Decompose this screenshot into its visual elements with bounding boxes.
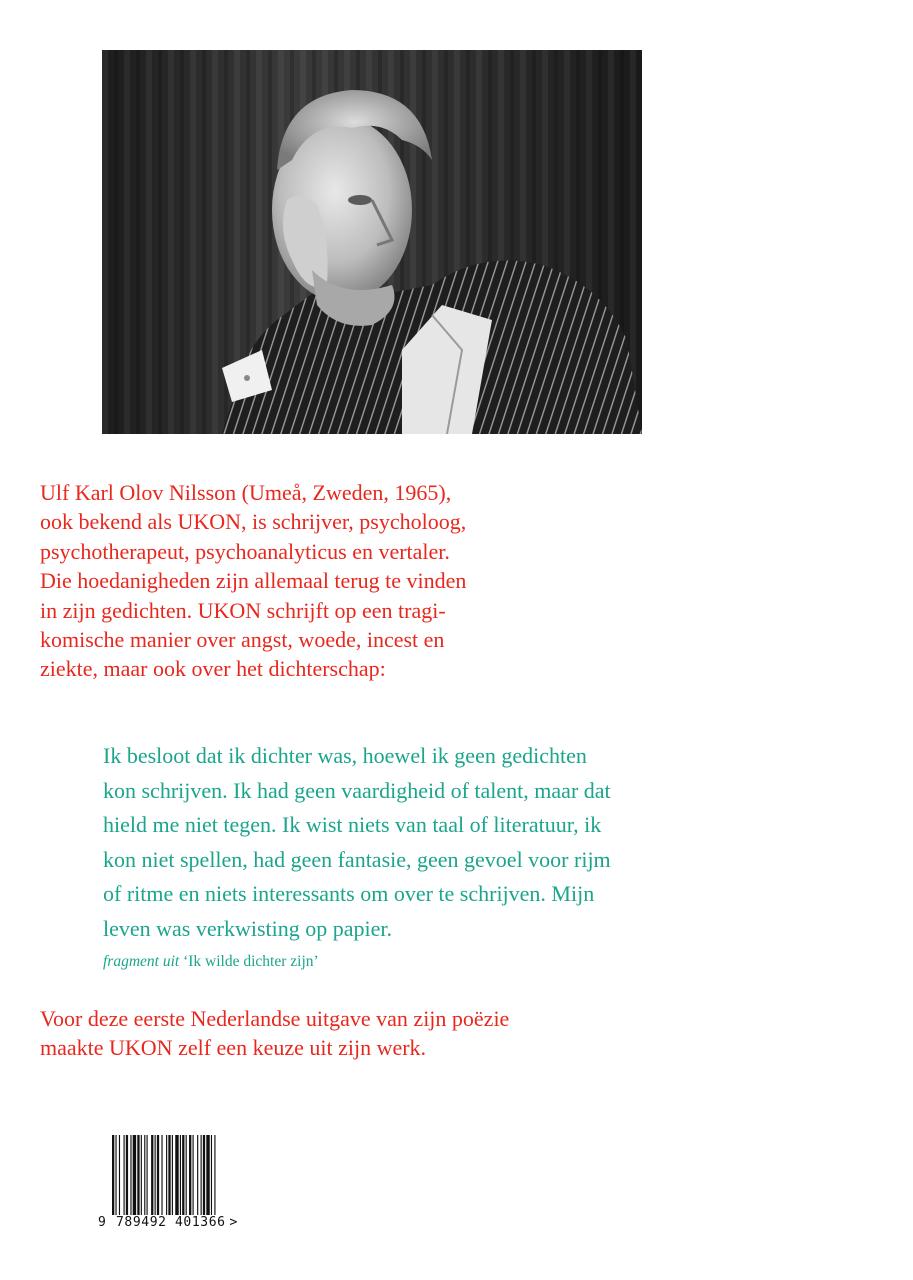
barcode-bar xyxy=(180,1135,181,1215)
excerpt-line: leven was verkwisting op papier. xyxy=(103,915,392,941)
source-title: ‘Ik wilde dichter zijn’ xyxy=(183,953,319,970)
author-photo xyxy=(102,50,642,434)
barcode-bar xyxy=(182,1135,184,1215)
excerpt-line: of ritme en niets interessants om over te schrijven. Mijn xyxy=(103,881,595,907)
barcode-bar xyxy=(211,1135,212,1215)
bio-line: ziekte, maar ook over het dichterschap: xyxy=(40,656,386,682)
isbn-number xyxy=(98,1212,280,1232)
barcode-bar xyxy=(124,1135,125,1215)
excerpt-line: kon niet spellen, had geen fantasie, geen gevoel voor rijm xyxy=(103,846,611,872)
barcode-bar xyxy=(119,1135,120,1215)
barcode-bar xyxy=(137,1135,139,1215)
excerpt-source xyxy=(103,952,319,972)
barcode-bar xyxy=(193,1135,194,1215)
source-prefix: fragment uit xyxy=(103,953,180,970)
barcode-bar xyxy=(141,1135,142,1215)
barcode-bar xyxy=(168,1135,170,1215)
barcode-bar xyxy=(189,1135,191,1215)
isbn-digits: 789492 401366 xyxy=(116,1214,226,1230)
poem-excerpt xyxy=(103,739,723,947)
barcode-bar xyxy=(133,1135,136,1215)
closing-line: maakte UKON zelf een keuze uit zijn werk. xyxy=(40,1035,427,1061)
barcode-bar xyxy=(201,1135,202,1215)
barcode-bar xyxy=(172,1135,173,1215)
barcode-bar xyxy=(130,1135,131,1215)
excerpt-line: kon schrijven. Ik had geen vaardigheid of talent, maar dat xyxy=(103,777,611,803)
barcode-bar xyxy=(126,1135,128,1215)
bio-line: in zijn gedichten. UKON schrijft op een tragi- xyxy=(40,597,446,623)
closing-text xyxy=(40,1004,680,1063)
barcode-bar xyxy=(197,1135,198,1215)
bio-line: psychotherapeut, psychoanalyticus en vertaler. xyxy=(40,538,450,564)
barcode-bar xyxy=(186,1135,187,1215)
bio-line: komische manier over angst, woede, incest en xyxy=(40,627,445,653)
isbn-lead-digit: 9 xyxy=(98,1215,114,1230)
barcode-bar xyxy=(175,1135,178,1215)
author-bio xyxy=(40,478,680,684)
barcode-bar xyxy=(203,1135,205,1215)
bio-line: Ulf Karl Olov Nilsson (Umeå, Zweden, 1965), xyxy=(40,480,452,505)
barcode-bar xyxy=(151,1135,153,1215)
bio-line: ook bekend als UKON, is schrijver, psycholoog, xyxy=(40,509,467,535)
excerpt-line: Ik besloot dat ik dichter was, hoewel ik geen gedichten xyxy=(103,743,587,768)
closing-line: Voor deze eerste Nederlandse uitgave van zijn poëzie xyxy=(40,1006,510,1031)
excerpt-line: hield me niet tegen. Ik wist niets van taal of literatuur, ik xyxy=(103,812,602,838)
barcode-bar xyxy=(144,1135,145,1215)
bio-line: Die hoedanigheden zijn allemaal terug te vinden xyxy=(40,568,467,594)
isbn-arrow: > xyxy=(229,1214,238,1230)
barcode-bar xyxy=(147,1135,148,1215)
barcode-bar xyxy=(206,1135,209,1215)
barcode-bar xyxy=(157,1135,159,1215)
barcode-bar xyxy=(155,1135,156,1215)
